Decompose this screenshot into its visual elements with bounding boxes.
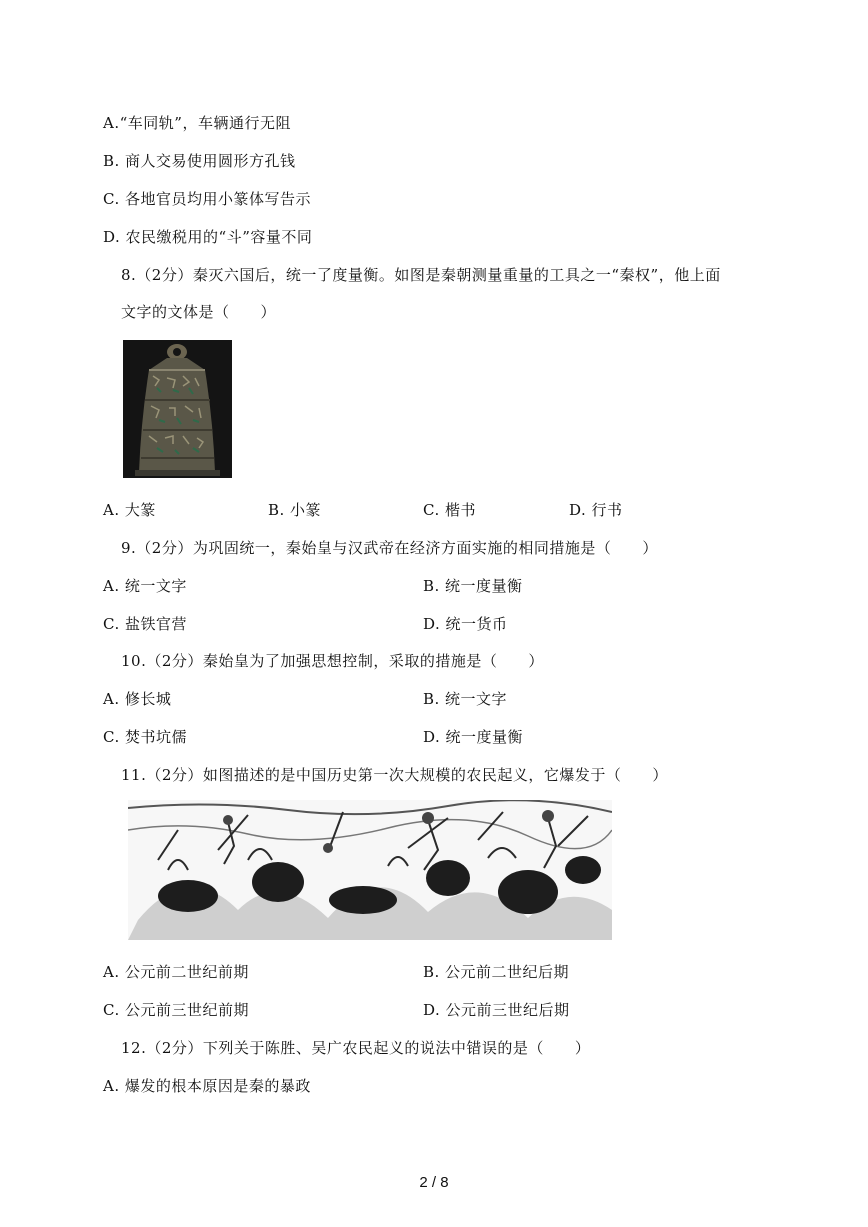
q10-option-a: A. 修长城	[103, 690, 172, 708]
q8-option-a: A. 大篆	[103, 501, 156, 519]
qin-weight-image	[123, 340, 232, 478]
q11-stem: 11.（2分）如图描述的是中国历史第一次大规模的农民起义，它爆发于（ ）	[121, 766, 668, 784]
q10-stem: 10.（2分）秦始皇为了加强思想控制，采取的措施是（ ）	[121, 652, 544, 670]
uprising-illustration	[128, 800, 612, 940]
qin-weight-illustration	[123, 340, 232, 478]
q9-option-a: A. 统一文字	[103, 577, 187, 595]
q8-stem-line1: 8.（2分）秦灭六国后，统一了度量衡。如图是秦朝测量重量的工具之一“秦权”，他上面	[121, 266, 721, 284]
uprising-drawing	[128, 800, 612, 940]
q9-option-c: C. 盐铁官营	[103, 615, 187, 633]
page-number: 2 / 8	[419, 1174, 449, 1191]
option-b: B. 商人交易使用圆形方孔钱	[103, 152, 296, 170]
q11-option-d: D. 公元前三世纪后期	[423, 1001, 570, 1019]
q10-option-c: C. 焚书坑儒	[103, 728, 187, 746]
q12-stem: 12.（2分）下列关于陈胜、吴广农民起义的说法中错误的是（ ）	[121, 1039, 591, 1057]
q8-option-c: C. 楷书	[423, 501, 476, 519]
option-a: A.“车同轨”，车辆通行无阻	[103, 114, 291, 132]
q11-option-c: C. 公元前三世纪前期	[103, 1001, 249, 1019]
q8-option-d: D. 行书	[569, 501, 623, 519]
q10-option-d: D. 统一度量衡	[423, 728, 524, 746]
q8-option-b: B. 小篆	[268, 501, 322, 519]
q8-stem-line2: 文字的文体是（ ）	[121, 303, 277, 321]
q12-option-a: A. 爆发的根本原因是秦的暴政	[103, 1077, 311, 1095]
option-d: D. 农民缴税用的“斗”容量不同	[103, 228, 313, 246]
q11-option-a: A. 公元前二世纪前期	[103, 963, 249, 981]
q11-option-b: B. 公元前二世纪后期	[423, 963, 570, 981]
q9-option-d: D. 统一货币	[423, 615, 508, 633]
q9-option-b: B. 统一度量衡	[423, 577, 523, 595]
option-c: C. 各地官员均用小篆体写告示	[103, 190, 311, 208]
q10-option-b: B. 统一文字	[423, 690, 508, 708]
q9-stem: 9.（2分）为巩固统一，秦始皇与汉武帝在经济方面实施的相同措施是（ ）	[121, 539, 658, 557]
